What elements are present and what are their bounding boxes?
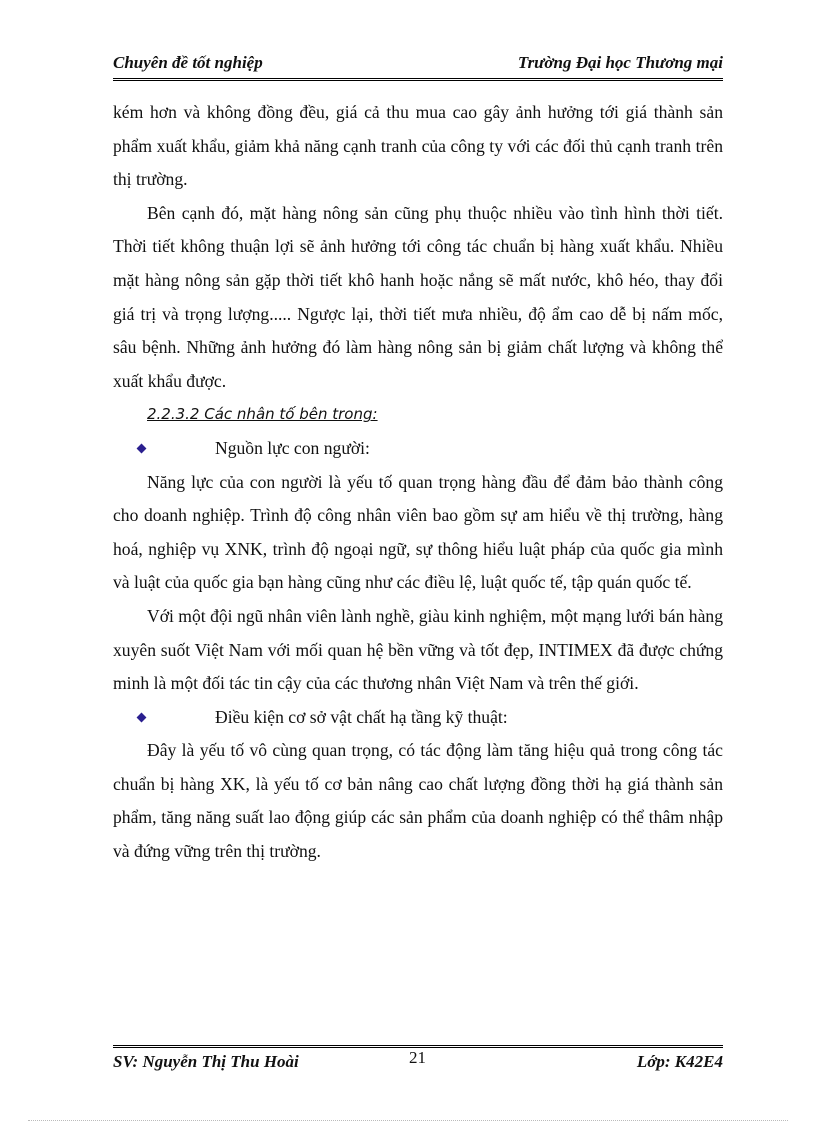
page-number: 21	[409, 1048, 426, 1067]
diamond-bullet-icon	[137, 443, 147, 453]
page-edge-divider	[28, 1120, 788, 1121]
page-footer	[113, 1045, 723, 1076]
page-body	[113, 96, 723, 869]
footer-student-name: SV: Nguyễn Thị Thu Hoài	[113, 1052, 299, 1071]
paragraph-human-capacity: Năng lực của con người là yếu tố quan trọng hàng đầu để đảm bảo thành công cho doanh nghiệp. Trình độ công nhân viên bao gồm sự am hiểu về thị trường, hàng hoá, nghiệp vụ XNK, trình độ ngoại ngữ, sự thông hiểu luật pháp của quốc gia mình và luật của quốc gia bạn hàng cũng như các điều lệ, luật quốc tế, tập quán quốc tế.	[113, 471, 723, 593]
bullet-human-resources	[113, 432, 723, 466]
header-document-type: Chuyên đề tốt nghiệp	[113, 53, 263, 72]
diamond-bullet-icon	[137, 712, 147, 722]
footer-class: Lớp: K42E4	[636, 1052, 723, 1071]
section-heading: 2.2.3.2 Các nhân tố bên trong:	[147, 405, 378, 424]
bullet-label: Nguồn lực con người:	[215, 437, 370, 458]
bullet-label: Điều kiện cơ sở vật chất hạ tầng kỹ thuật:	[215, 706, 508, 727]
paragraph-intimex-staff: Với một đội ngũ nhân viên lành nghề, giàu kinh nghiệm, một mạng lưới bán hàng xuyên suốt Việt Nam với mối quan hệ bền vững và tốt đẹp, INTIMEX đã được chứng minh là một đối tác tin cậy của các thương nhân Việt Nam và trên thế giới.	[113, 605, 723, 694]
paragraph-continuation: kém hơn và không đồng đều, giá cả thu mua cao gây ảnh hưởng tới giá thành sản phẩm xuất khẩu, giảm khả năng cạnh tranh của công ty với các đối thủ cạnh tranh trên thị trường.	[113, 102, 723, 190]
paragraph-weather: Bên cạnh đó, mặt hàng nông sản cũng phụ thuộc nhiều vào tình hình thời tiết. Thời tiết không thuận lợi sẽ ảnh hưởng tới công tác chuẩn bị hàng xuất khẩu. Nhiều mặt hàng nông sản gặp thời tiết khô hanh hoặc nắng sẽ mất nước, khô héo, thay đổi giá trị và trọng lượng..... Ngược lại, thời tiết mưa nhiều, độ ẩm cao dễ bị nấm mốc, sâu bệnh. Những ảnh hưởng đó làm hàng nông sản bị giảm chất lượng và không thể xuất khẩu được.	[113, 202, 723, 391]
page-header	[113, 52, 723, 81]
paragraph-infrastructure: Đây là yếu tố vô cùng quan trọng, có tác động làm tăng hiệu quả trong công tác chuẩn bị hàng XK, là yếu tố cơ bản nâng cao chất lượng đồng thời hạ giá thành sản phẩm, tăng năng suất lao động giúp các sản phẩm của doanh nghiệp có thể thâm nhập và đứng vững trên thị trường.	[113, 740, 723, 862]
header-university: Trường Đại học Thương mại	[517, 53, 723, 72]
bullet-infrastructure	[113, 701, 723, 735]
